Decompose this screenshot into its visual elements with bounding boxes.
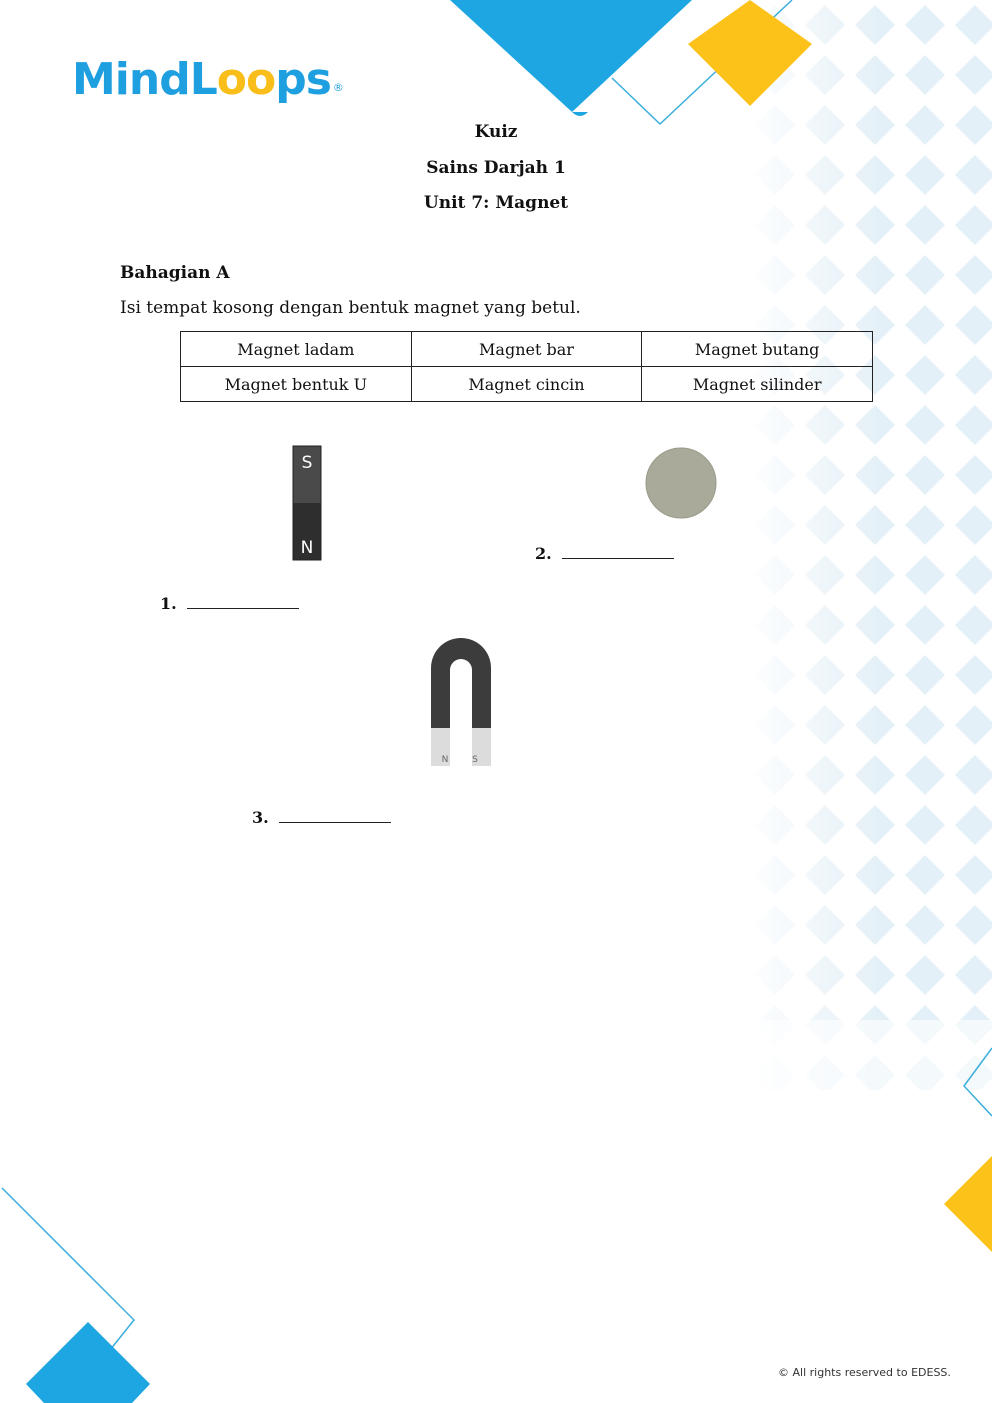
copyright-footer: © All rights reserved to EDESS. [778, 1366, 951, 1379]
question-1 [160, 594, 299, 614]
answer-blank[interactable] [187, 596, 299, 609]
question-2 [535, 544, 674, 564]
section-title: Bahagian A [120, 263, 230, 283]
button-magnet-image [644, 446, 718, 520]
option-cell: Magnet bar [411, 332, 642, 367]
table-row [181, 367, 873, 402]
u-magnet-image [428, 636, 494, 770]
question-3 [252, 808, 391, 828]
option-cell: Magnet butang [642, 332, 873, 367]
option-cell: Magnet silinder [642, 367, 873, 402]
unit-title: Unit 7: Magnet [423, 193, 569, 213]
quiz-title: Kuiz [474, 122, 518, 142]
pole-label-s: S [472, 755, 478, 765]
option-cell: Magnet cincin [411, 367, 642, 402]
question-number: 2. [535, 544, 552, 563]
pole-label-s: S [301, 453, 313, 473]
pole-label-n: N [441, 755, 449, 765]
question-number: 3. [252, 808, 269, 827]
answer-blank[interactable] [562, 546, 674, 559]
answer-blank[interactable] [279, 810, 391, 823]
question-number: 1. [160, 594, 177, 613]
section-instruction: Isi tempat kosong dengan bentuk magnet yang betul. [120, 298, 581, 318]
options-table [180, 331, 873, 402]
pole-label-n: N [300, 538, 314, 558]
mindloops-logo: MindLoops ® [72, 54, 343, 105]
option-cell: Magnet ladam [181, 332, 412, 367]
bar-magnet-image [292, 445, 322, 561]
option-cell: Magnet bentuk U [181, 367, 412, 402]
subject-title: Sains Darjah 1 [426, 158, 566, 178]
table-row [181, 332, 873, 367]
